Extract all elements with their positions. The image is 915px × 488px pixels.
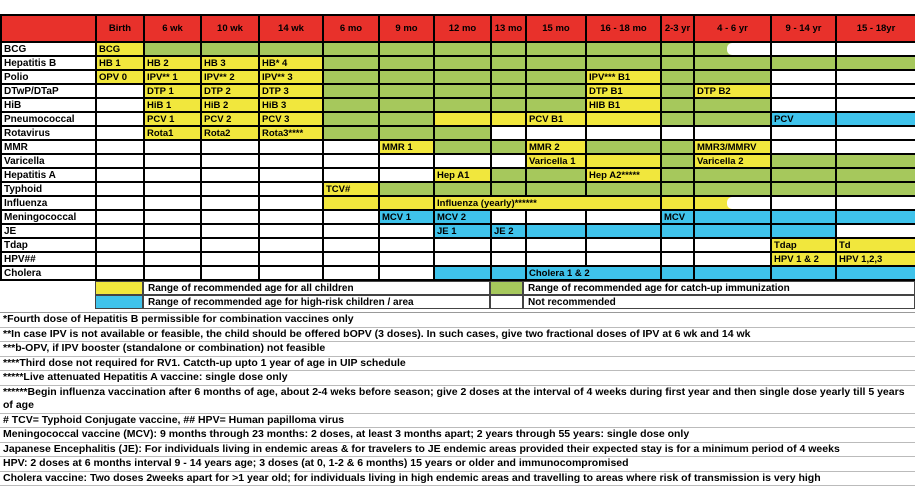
schedule-cell xyxy=(97,85,145,99)
schedule-cell xyxy=(695,57,772,71)
footnote-item: *Fourth dose of Hepatitis B permissible for combination vaccines only xyxy=(0,313,915,328)
legend-row-1 xyxy=(0,281,915,295)
schedule-cell xyxy=(435,43,492,57)
schedule-cell xyxy=(527,71,587,85)
schedule-cell xyxy=(492,85,527,99)
column-header: 14 wk xyxy=(260,16,324,43)
column-header: 6 wk xyxy=(145,16,202,43)
column-header: 12 mo xyxy=(435,16,492,43)
schedule-cell xyxy=(695,113,772,127)
schedule-cell xyxy=(527,127,587,141)
schedule-cell: Hep A2***** xyxy=(587,169,662,183)
schedule-cell: MCV 2 xyxy=(435,211,492,225)
schedule-cell: DTP B2 xyxy=(695,85,772,99)
schedule-cell xyxy=(492,183,527,197)
schedule-cell xyxy=(695,43,772,57)
schedule-cell xyxy=(324,225,380,239)
schedule-cell xyxy=(492,169,527,183)
schedule-cell: TCV# xyxy=(324,183,380,197)
column-header: 16 - 18 mo xyxy=(587,16,662,43)
schedule-cell xyxy=(324,113,380,127)
schedule-cell xyxy=(324,253,380,267)
schedule-cell xyxy=(662,225,695,239)
schedule-cell xyxy=(260,169,324,183)
schedule-cell: JE 2 xyxy=(492,225,527,239)
schedule-cell xyxy=(202,239,260,253)
schedule-cell xyxy=(837,225,915,239)
schedule-cell xyxy=(380,57,435,71)
schedule-cell xyxy=(324,267,380,281)
schedule-cell xyxy=(97,239,145,253)
schedule-cell xyxy=(772,57,837,71)
schedule-cell xyxy=(662,85,695,99)
schedule-cell xyxy=(837,43,915,57)
schedule-cell xyxy=(527,239,587,253)
schedule-cell xyxy=(662,57,695,71)
schedule-cell xyxy=(695,239,772,253)
legend-label-catch-up: Range of recommended age for catch-up immunization xyxy=(523,281,915,295)
column-header: 13 mo xyxy=(492,16,527,43)
legend-label-all-children: Range of recommended age for all children xyxy=(143,281,490,295)
row-label: Hepatitis A xyxy=(2,169,97,183)
schedule-cell xyxy=(97,211,145,225)
schedule-cell xyxy=(662,71,695,85)
schedule-cell xyxy=(260,267,324,281)
legend xyxy=(0,281,915,309)
schedule-cell: MMR 1 xyxy=(380,141,435,155)
legend-swatch-white xyxy=(490,295,523,309)
schedule-cell xyxy=(837,155,915,169)
schedule-cell xyxy=(492,141,527,155)
schedule-cell xyxy=(662,113,695,127)
schedule-cell xyxy=(695,183,772,197)
schedule-cell xyxy=(435,141,492,155)
schedule-cell xyxy=(837,113,915,127)
row-label: BCG xyxy=(2,43,97,57)
schedule-cell xyxy=(772,127,837,141)
schedule-cell: IPV** 3 xyxy=(260,71,324,85)
schedule-cell xyxy=(260,239,324,253)
schedule-cell xyxy=(435,267,492,281)
schedule-cell xyxy=(527,183,587,197)
schedule-cell xyxy=(662,183,695,197)
schedule-cell xyxy=(380,267,435,281)
schedule-cell xyxy=(492,71,527,85)
schedule-cell xyxy=(435,57,492,71)
row-label: Hepatitis B xyxy=(2,57,97,71)
schedule-cell: MCV xyxy=(662,211,695,225)
row-label: Typhoid xyxy=(2,183,97,197)
row-label: Influenza xyxy=(2,197,97,211)
schedule-cell: Varicella 1 xyxy=(527,155,587,169)
schedule-cell xyxy=(435,71,492,85)
schedule-cell xyxy=(587,239,662,253)
schedule-cell xyxy=(435,85,492,99)
schedule-cell xyxy=(587,141,662,155)
schedule-cell xyxy=(587,225,662,239)
schedule-cell xyxy=(97,99,145,113)
schedule-cell xyxy=(97,267,145,281)
column-header: 6 mo xyxy=(324,16,380,43)
schedule-cell: Varicella 2 xyxy=(695,155,772,169)
schedule-cell: MCV 1 xyxy=(380,211,435,225)
schedule-cell xyxy=(324,141,380,155)
schedule-cell: HPV 1,2,3 xyxy=(837,253,915,267)
schedule-cell xyxy=(837,57,915,71)
schedule-cell xyxy=(772,155,837,169)
row-label: Varicella xyxy=(2,155,97,169)
schedule-cell xyxy=(695,169,772,183)
schedule-cell xyxy=(695,127,772,141)
schedule-cell xyxy=(145,197,202,211)
row-label: JE xyxy=(2,225,97,239)
row-label: Polio xyxy=(2,71,97,85)
schedule-cell xyxy=(202,253,260,267)
schedule-cell xyxy=(97,197,145,211)
schedule-cell: Hep A1 xyxy=(435,169,492,183)
schedule-cell xyxy=(260,211,324,225)
schedule-cell xyxy=(837,71,915,85)
corner-header xyxy=(2,16,97,43)
column-header: 15 mo xyxy=(527,16,587,43)
schedule-cell xyxy=(435,155,492,169)
schedule-cell xyxy=(380,127,435,141)
schedule-cell xyxy=(202,169,260,183)
schedule-cell: HIB B1 xyxy=(587,99,662,113)
column-header: 2-3 yr xyxy=(662,16,695,43)
schedule-cell xyxy=(527,85,587,99)
schedule-cell: Rota3**** xyxy=(260,127,324,141)
schedule-cell xyxy=(772,183,837,197)
schedule-cell xyxy=(492,211,527,225)
row-label: MMR xyxy=(2,141,97,155)
schedule-cell xyxy=(492,113,527,127)
schedule-cell xyxy=(145,267,202,281)
footnotes xyxy=(0,312,915,486)
schedule-cell xyxy=(772,99,837,113)
schedule-cell xyxy=(492,155,527,169)
row-label: Pneumococcal xyxy=(2,113,97,127)
schedule-cell xyxy=(145,239,202,253)
row-label: HPV## xyxy=(2,253,97,267)
legend-swatch-yellow xyxy=(95,281,143,295)
footnote-item: Meningococcal vaccine (MCV): 9 months through 23 months: 2 doses, at least 3 months apart; 2 years through 55 years: single dose only xyxy=(0,428,915,443)
schedule-cell: DTP B1 xyxy=(587,85,662,99)
row-label: Rotavirus xyxy=(2,127,97,141)
schedule-cell: JE 1 xyxy=(435,225,492,239)
schedule-cell: HiB 2 xyxy=(202,99,260,113)
schedule-cell: HiB 3 xyxy=(260,99,324,113)
column-header: 10 wk xyxy=(202,16,260,43)
schedule-cell xyxy=(145,155,202,169)
schedule-cell xyxy=(97,169,145,183)
schedule-cell xyxy=(527,57,587,71)
schedule-cell xyxy=(695,267,772,281)
schedule-cell: PCV xyxy=(772,113,837,127)
column-header: 4 - 6 yr xyxy=(695,16,772,43)
schedule-cell xyxy=(260,253,324,267)
row-label: Tdap xyxy=(2,239,97,253)
footnote-item: *****Live attenuated Hepatitis A vaccine: single dose only xyxy=(0,371,915,386)
schedule-cell xyxy=(492,239,527,253)
schedule-cell xyxy=(202,197,260,211)
schedule-cell xyxy=(695,211,772,225)
schedule-cell xyxy=(837,85,915,99)
row-label: DTwP/DTaP xyxy=(2,85,97,99)
schedule-cell xyxy=(662,99,695,113)
schedule-cell xyxy=(435,239,492,253)
schedule-cell xyxy=(662,141,695,155)
schedule-cell: DTP 1 xyxy=(145,85,202,99)
legend-swatch-green xyxy=(490,281,523,295)
schedule-cell xyxy=(324,211,380,225)
schedule-cell: Cholera 1 & 2 xyxy=(527,267,662,281)
schedule-cell xyxy=(695,197,772,211)
schedule-cell: PCV 2 xyxy=(202,113,260,127)
schedule-cell xyxy=(145,211,202,225)
schedule-cell xyxy=(97,183,145,197)
schedule-cell xyxy=(202,183,260,197)
schedule-cell xyxy=(492,127,527,141)
schedule-cell xyxy=(837,183,915,197)
schedule-cell xyxy=(380,169,435,183)
schedule-cell: Rota2 xyxy=(202,127,260,141)
schedule-cell: OPV 0 xyxy=(97,71,145,85)
schedule-cell xyxy=(145,43,202,57)
legend-label-not-recommended: Not recommended xyxy=(523,295,915,309)
schedule-cell xyxy=(324,197,380,211)
schedule-cell xyxy=(145,253,202,267)
schedule-cell xyxy=(97,127,145,141)
schedule-cell xyxy=(527,225,587,239)
schedule-cell xyxy=(772,43,837,57)
schedule-cell xyxy=(380,239,435,253)
schedule-cell xyxy=(380,113,435,127)
schedule-cell xyxy=(695,253,772,267)
schedule-cell xyxy=(324,169,380,183)
schedule-cell xyxy=(527,253,587,267)
legend-label-high-risk: Range of recommended age for high-risk children / area xyxy=(143,295,490,309)
schedule-cell: HB 3 xyxy=(202,57,260,71)
footnote-item: Japanese Encephalitis (JE): For individuals living in endemic areas & for travelers to JE endemic areas provided their expected stay is for a minimum period of 4 weeks xyxy=(0,443,915,458)
schedule-cell xyxy=(97,225,145,239)
schedule-cell xyxy=(695,225,772,239)
schedule-cell: HB* 4 xyxy=(260,57,324,71)
schedule-cell: MMR3/MMRV xyxy=(695,141,772,155)
schedule-cell: DTP 2 xyxy=(202,85,260,99)
schedule-cell xyxy=(145,169,202,183)
schedule-cell xyxy=(97,113,145,127)
schedule-cell xyxy=(380,253,435,267)
row-label: HiB xyxy=(2,99,97,113)
schedule-cell xyxy=(435,127,492,141)
schedule-cell: Rota1 xyxy=(145,127,202,141)
schedule-cell xyxy=(202,267,260,281)
schedule-cell xyxy=(662,197,695,211)
schedule-cell xyxy=(260,197,324,211)
schedule-cell xyxy=(435,99,492,113)
schedule-cell xyxy=(837,169,915,183)
schedule-cell: IPV** 1 xyxy=(145,71,202,85)
schedule-cell xyxy=(380,99,435,113)
schedule-cell xyxy=(202,225,260,239)
schedule-cell xyxy=(380,225,435,239)
schedule-cell xyxy=(260,43,324,57)
row-label: Meningococcal xyxy=(2,211,97,225)
schedule-cell: PCV B1 xyxy=(527,113,587,127)
footnote-item: HPV: 2 doses at 6 months interval 9 - 14 years age; 3 doses (at 0, 1-2 & 6 months) 15 years or older and immunocompromised xyxy=(0,457,915,472)
schedule-cell xyxy=(324,99,380,113)
footnote-item: **In case IPV is not available or feasible, the child should be offered bOPV (3 doses). In such cases, give two fractional doses of IPV at 6 wk and 14 wk xyxy=(0,328,915,343)
footnote-item: # TCV= Typhoid Conjugate vaccine, ## HPV= Human papilloma virus xyxy=(0,414,915,429)
schedule-cell xyxy=(772,141,837,155)
schedule-cell xyxy=(324,239,380,253)
schedule-cell xyxy=(145,183,202,197)
schedule-cell xyxy=(662,43,695,57)
schedule-table xyxy=(0,14,915,281)
schedule-cell: Tdap xyxy=(772,239,837,253)
schedule-cell xyxy=(324,127,380,141)
schedule-cell xyxy=(527,43,587,57)
schedule-cell xyxy=(772,267,837,281)
schedule-cell xyxy=(260,141,324,155)
schedule-cell xyxy=(260,155,324,169)
schedule-cell: HB 1 xyxy=(97,57,145,71)
schedule-cell xyxy=(492,253,527,267)
schedule-cell: HB 2 xyxy=(145,57,202,71)
schedule-cell xyxy=(324,71,380,85)
schedule-cell xyxy=(587,57,662,71)
schedule-cell xyxy=(662,267,695,281)
row-label: Cholera xyxy=(2,267,97,281)
column-header: Birth xyxy=(97,16,145,43)
schedule-cell xyxy=(837,127,915,141)
schedule-cell xyxy=(380,155,435,169)
legend-swatch-blue xyxy=(95,295,143,309)
schedule-cell: HPV 1 & 2 xyxy=(772,253,837,267)
schedule-cell xyxy=(492,43,527,57)
schedule-cell: Td xyxy=(837,239,915,253)
white-patch-artifact xyxy=(727,197,771,209)
schedule-cell xyxy=(380,85,435,99)
schedule-cell xyxy=(380,197,435,211)
footnote-item: ***b-OPV, if IPV booster (standalone or combination) not feasible xyxy=(0,342,915,357)
schedule-cell xyxy=(695,99,772,113)
schedule-cell xyxy=(587,253,662,267)
legend-spacer xyxy=(0,295,95,309)
schedule-cell xyxy=(260,225,324,239)
schedule-cell xyxy=(324,43,380,57)
schedule-cell xyxy=(662,155,695,169)
schedule-cell xyxy=(492,99,527,113)
legend-row-2 xyxy=(0,295,915,309)
column-header: 9 mo xyxy=(380,16,435,43)
schedule-cell xyxy=(837,197,915,211)
schedule-cell: PCV 1 xyxy=(145,113,202,127)
schedule-cell xyxy=(492,57,527,71)
schedule-cell xyxy=(145,141,202,155)
schedule-cell xyxy=(492,267,527,281)
column-header: 9 - 14 yr xyxy=(772,16,837,43)
schedule-cell xyxy=(145,225,202,239)
schedule-cell: MMR 2 xyxy=(527,141,587,155)
schedule-cell xyxy=(837,99,915,113)
schedule-cell xyxy=(435,113,492,127)
schedule-cell xyxy=(202,155,260,169)
schedule-cell: HiB 1 xyxy=(145,99,202,113)
schedule-cell xyxy=(97,253,145,267)
schedule-cell xyxy=(202,43,260,57)
schedule-cell xyxy=(380,71,435,85)
schedule-cell: Influenza (yearly)****** xyxy=(435,197,662,211)
schedule-cell xyxy=(97,155,145,169)
schedule-cell xyxy=(587,155,662,169)
schedule-cell xyxy=(97,141,145,155)
schedule-cell xyxy=(662,127,695,141)
schedule-cell: PCV 3 xyxy=(260,113,324,127)
schedule-cell xyxy=(662,253,695,267)
schedule-cell xyxy=(260,183,324,197)
white-patch-artifact xyxy=(727,43,771,55)
schedule-cell xyxy=(380,43,435,57)
schedule-cell xyxy=(662,169,695,183)
schedule-cell: IPV*** B1 xyxy=(587,71,662,85)
schedule-cell: BCG xyxy=(97,43,145,57)
footnote-item: ******Begin influenza vaccination after 6 months of age, about 2-4 weks before season; give 2 doses at the interval of 4 weeks during first year and then single dose yearly till 5 years of age xyxy=(0,386,915,414)
schedule-cell xyxy=(435,253,492,267)
schedule-cell xyxy=(587,43,662,57)
schedule-cell xyxy=(324,57,380,71)
schedule-cell: DTP 3 xyxy=(260,85,324,99)
footnote-item: ****Third dose not required for RV1. Catcth-up upto 1 year of age in UIP schedule xyxy=(0,357,915,372)
schedule-cell xyxy=(837,141,915,155)
schedule-cell xyxy=(324,155,380,169)
schedule-cell xyxy=(587,183,662,197)
schedule-cell xyxy=(527,211,587,225)
schedule-cell xyxy=(662,239,695,253)
schedule-cell xyxy=(837,211,915,225)
schedule-cell xyxy=(202,211,260,225)
schedule-cell xyxy=(772,169,837,183)
schedule-cell xyxy=(527,99,587,113)
schedule-cell xyxy=(772,211,837,225)
schedule-cell: IPV** 2 xyxy=(202,71,260,85)
footnote-item: Cholera vaccine: Two doses 2weeks apart for >1 year old; for individuals living in high endemic areas and travelling to areas where risk of transmission is very high xyxy=(0,472,915,487)
schedule-cell xyxy=(772,197,837,211)
schedule-cell xyxy=(202,141,260,155)
schedule-cell xyxy=(772,71,837,85)
schedule-cell xyxy=(587,211,662,225)
schedule-cell xyxy=(837,267,915,281)
schedule-cell xyxy=(324,85,380,99)
schedule-cell xyxy=(695,71,772,85)
schedule-cell xyxy=(380,183,435,197)
legend-spacer xyxy=(0,281,95,295)
schedule-cell xyxy=(527,169,587,183)
column-header: 15 - 18yr xyxy=(837,16,915,43)
schedule-cell xyxy=(772,225,837,239)
schedule-cell xyxy=(435,183,492,197)
schedule-cell xyxy=(772,85,837,99)
schedule-cell xyxy=(587,113,662,127)
schedule-cell xyxy=(587,127,662,141)
